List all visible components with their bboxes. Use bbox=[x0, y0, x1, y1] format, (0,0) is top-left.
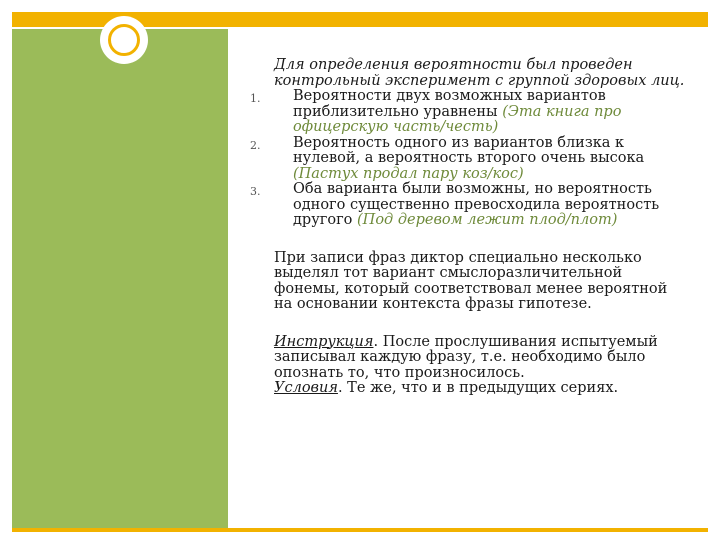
ring-icon bbox=[108, 24, 140, 56]
bottom-accent-bar bbox=[12, 528, 708, 532]
list-item bbox=[236, 89, 686, 136]
list-number: 2. bbox=[250, 138, 261, 152]
list-number: 3. bbox=[250, 185, 261, 198]
conditions-text: . Те же, что и в предыдущих сериях. bbox=[337, 380, 619, 396]
list-item-text: Оба варианта были возможны, но вероятность одного существенно превосходила вероятность другого bbox=[293, 181, 660, 228]
list-item-example: (Под деревом лежит плод/плот) bbox=[357, 212, 618, 228]
left-green-panel bbox=[12, 28, 228, 528]
list-item bbox=[236, 182, 686, 229]
intro-text: Для определения вероятности был проведен контрольный эксперимент с группой здоровых лиц. bbox=[274, 57, 685, 89]
list-item-text: Вероятность одного из вариантов близка к нулевой, а вероятность второго очень высока bbox=[293, 134, 645, 166]
list-item-text: Вероятности двух возможных вариантов приблизительно уравнены bbox=[293, 88, 606, 120]
instruction-paragraph bbox=[274, 335, 686, 382]
list-number: 1. bbox=[250, 92, 261, 105]
recording-paragraph: При записи фраз диктор специально несколько выделял тот вариант смыслоразличительной фонемы, который соответствовал менее вероятной на основании контекста фразы гипотезе. bbox=[274, 249, 668, 312]
variants-list bbox=[236, 89, 686, 229]
slide-content bbox=[236, 58, 686, 397]
conditions-paragraph bbox=[274, 381, 686, 397]
conditions-label: Условия bbox=[274, 380, 338, 396]
list-item-example: (Эта книга про офицерскую часть/честь) bbox=[293, 103, 622, 135]
list-item-example: (Пастух продал пару коз/кос) bbox=[293, 165, 524, 182]
list-item bbox=[236, 136, 686, 183]
instruction-text: . После прослушивания испытуемый записывал каждую фразу, т.е. необходимо было опознать то, что произносилось. bbox=[274, 333, 658, 381]
instruction-label: Инструкция bbox=[274, 333, 374, 350]
